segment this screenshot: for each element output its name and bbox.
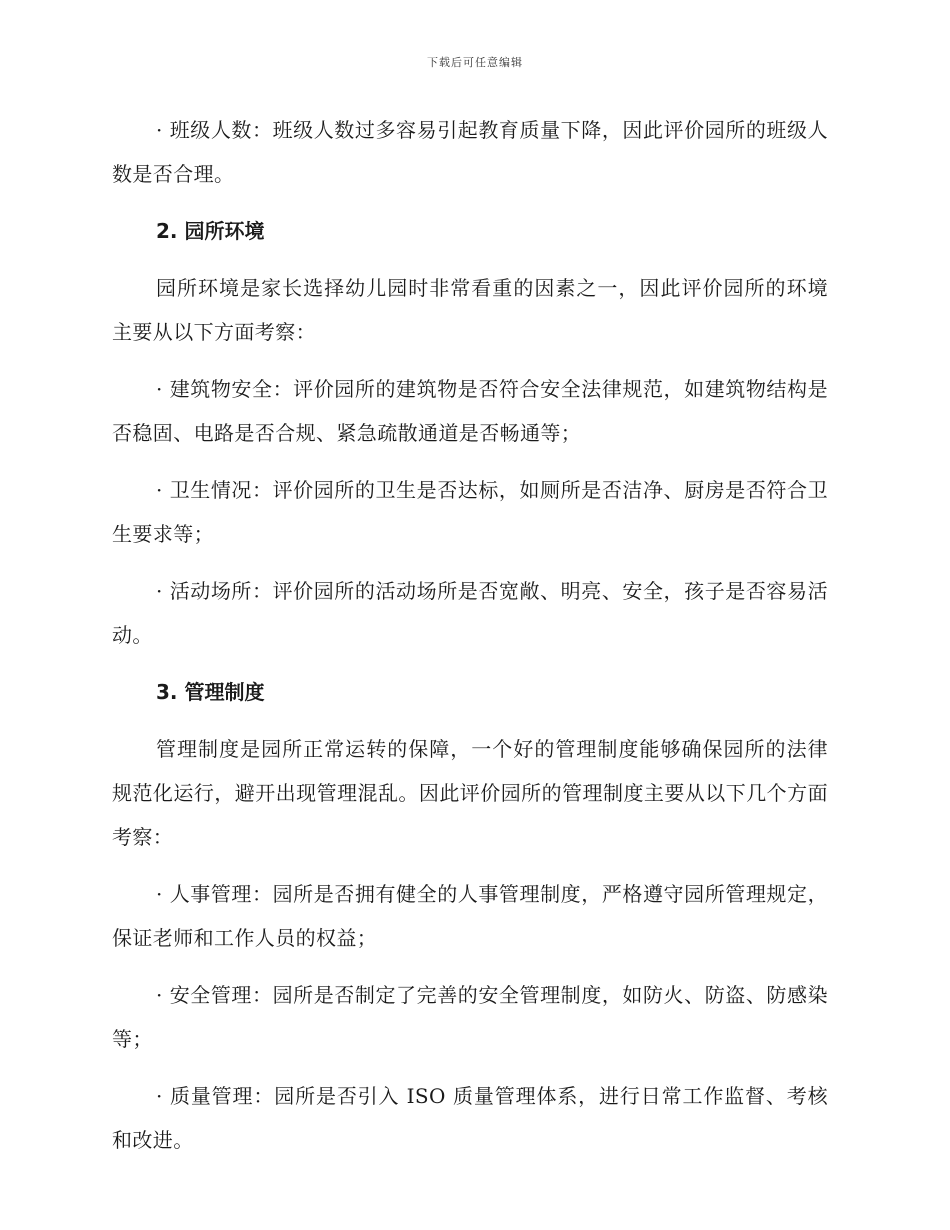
section-heading-management: 3. 管理制度 (156, 680, 265, 704)
document-body (112, 108, 828, 1175)
page-header: 下载后可任意编辑 (427, 56, 523, 69)
section-heading-environment: 2. 园所环境 (156, 219, 265, 243)
bullet-paragraph-safety-management: · 安全管理：园所是否制定了完善的安全管理制度，如防火、防盗、防感染等； (112, 983, 828, 1051)
bullet-paragraph-personnel: · 人事管理：园所是否拥有健全的人事管理制度，严格遵守园所管理规定，保证老师和工作人员的权益； (112, 882, 828, 950)
bullet-paragraph-hygiene: · 卫生情况：评价园所的卫生是否达标，如厕所是否洁净、厨房是否符合卫生要求等； (112, 478, 828, 546)
paragraph-management-intro: 管理制度是园所正常运转的保障，一个好的管理制度能够确保园所的法律规范化运行，避开出现管理混乱。因此评价园所的管理制度主要从以下几个方面考察： (112, 737, 828, 849)
bullet-paragraph-class-size: · 班级人数：班级人数过多容易引起教育质量下降，因此评价园所的班级人数是否合理。 (112, 118, 828, 186)
bullet-paragraph-building-safety: · 建筑物安全：评价园所的建筑物是否符合安全法律规范，如建筑物结构是否稳固、电路是否合规、紧急疏散通道是否畅通等； (112, 377, 828, 445)
bullet-paragraph-quality-management: · 质量管理：园所是否引入 ISO 质量管理体系，进行日常工作监督、考核和改进。 (112, 1084, 828, 1152)
bullet-paragraph-activity-area: · 活动场所：评价园所的活动场所是否宽敞、明亮、安全，孩子是否容易活动。 (112, 579, 828, 647)
paragraph-environment-intro: 园所环境是家长选择幼儿园时非常看重的因素之一，因此评价园所的环境主要从以下方面考察： (112, 276, 828, 344)
